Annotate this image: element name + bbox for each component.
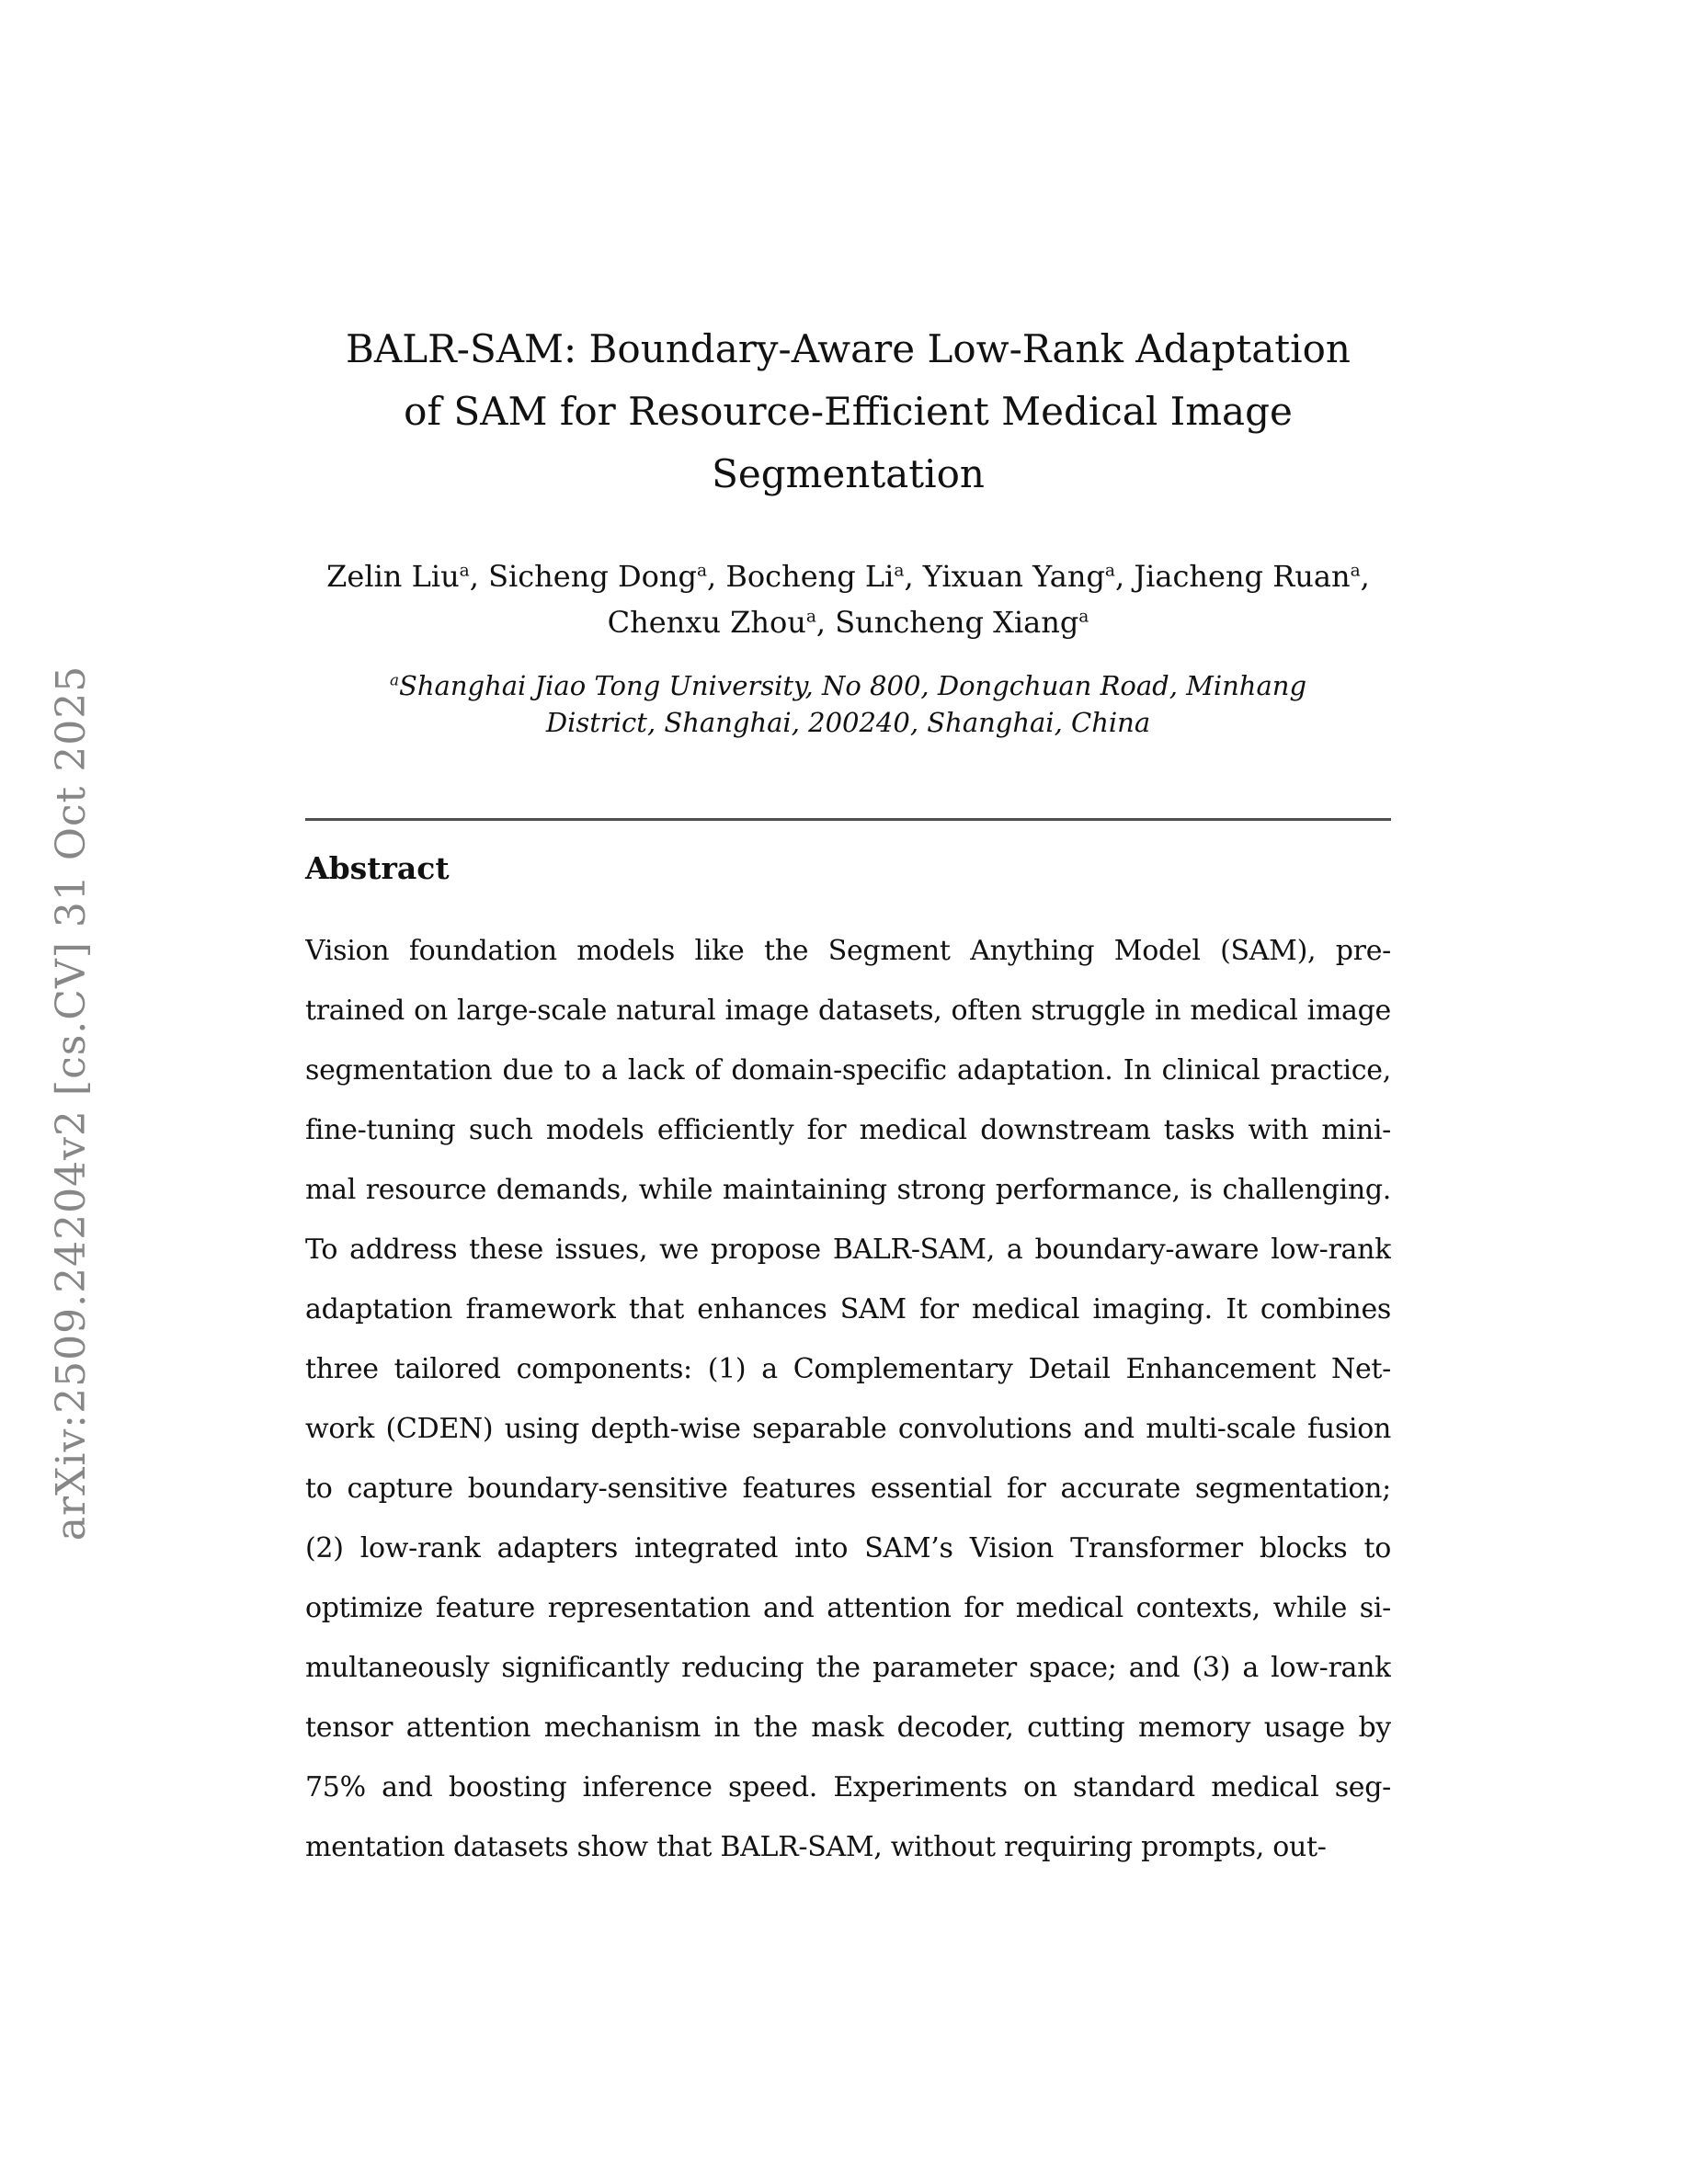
author-line-text: , Suncheng Xiang [815, 605, 1079, 640]
abstract-line: segmentation due to a lack of domain-specific adaptation. In clinical practice, [305, 1054, 1391, 1086]
author-line-superscript: a [1104, 561, 1115, 581]
paper-title-line: Segmentation [712, 451, 985, 496]
affiliation-line-text: Shanghai Jiao Tong University, No 800, Dongchuan Road, Minhang [399, 670, 1307, 701]
author-line-text: Chenxu Zhou [607, 605, 806, 640]
author-line-text: Zelin Liu [326, 559, 460, 594]
affiliation-line [305, 704, 1391, 741]
arxiv-watermark: arXiv:2509.24204v2 [cs.CV] 31 Oct 2025 [48, 665, 95, 1541]
abstract-line: tensor attention mechanism in the mask decoder, cutting memory usage by [305, 1712, 1391, 1744]
abstract-line: mal resource demands, while maintaining strong performance, is challenging. [305, 1174, 1391, 1206]
abstract-line: To address these issues, we propose BALR-SAM, a boundary-aware low-rank [305, 1234, 1391, 1266]
abstract-line: mentation datasets show that BALR-SAM, without requiring prompts, out- [305, 1831, 1327, 1863]
abstract-line: Vision foundation models like the Segment Anything Model (SAM), pre- [305, 935, 1391, 967]
affiliation [305, 667, 1391, 741]
abstract-line: optimize feature representation and attention for medical contexts, while si- [305, 1592, 1391, 1624]
author-line-text: , Yixuan Yang [904, 559, 1105, 594]
affiliation-line-text: District, Shanghai, 200240, Shanghai, China [545, 707, 1151, 738]
paper-title-line: of SAM for Resource-Efficient Medical Image [404, 389, 1293, 434]
abstract-line: (2) low-rank adapters integrated into SAM’s Vision Transformer blocks to [305, 1532, 1391, 1564]
author-list [305, 553, 1391, 645]
author-line [305, 553, 1391, 599]
author-line-superscript: a [459, 561, 470, 581]
author-line-text: , [1360, 559, 1370, 594]
paper-title-line: BALR-SAM: Boundary-Aware Low-Rank Adaptation [346, 326, 1351, 371]
abstract-line: 75% and boosting inference speed. Experiments on standard medical seg- [305, 1771, 1391, 1803]
author-line [305, 599, 1391, 645]
author-line-text: , Sicheng Dong [469, 559, 697, 594]
affiliation-line-superscript: a [389, 670, 399, 689]
abstract-line: work (CDEN) using depth-wise separable convolutions and multi-scale fusion [305, 1413, 1391, 1445]
abstract-line: to capture boundary-sensitive features essential for accurate segmentation; [305, 1473, 1391, 1505]
paper-title [305, 318, 1391, 506]
abstract-heading: Abstract [305, 850, 450, 886]
author-line-text: , Jiacheng Ruan [1114, 559, 1351, 594]
author-line-superscript: a [1078, 607, 1089, 627]
author-line-superscript: a [894, 561, 905, 581]
abstract-line: three tailored components: (1) a Complementary Detail Enhancement Net- [305, 1353, 1391, 1385]
page-column [305, 318, 1391, 1877]
abstract-line: fine-tuning such models efficiently for medical downstream tasks with mini- [305, 1114, 1391, 1146]
abstract-line: adaptation framework that enhances SAM for medical imaging. It combines [305, 1293, 1391, 1325]
author-line-superscript: a [1350, 561, 1361, 581]
abstract-line: trained on large-scale natural image datasets, often struggle in medical image [305, 995, 1391, 1027]
abstract-line: multaneously significantly reducing the parameter space; and (3) a low-rank [305, 1652, 1391, 1684]
author-line-text: , Bocheng Li [707, 559, 895, 594]
author-line-superscript: a [696, 561, 708, 581]
affiliation-line [305, 667, 1391, 704]
abstract-text [305, 921, 1391, 1877]
abstract-divider-rule [305, 818, 1391, 821]
author-line-superscript: a [805, 607, 816, 627]
